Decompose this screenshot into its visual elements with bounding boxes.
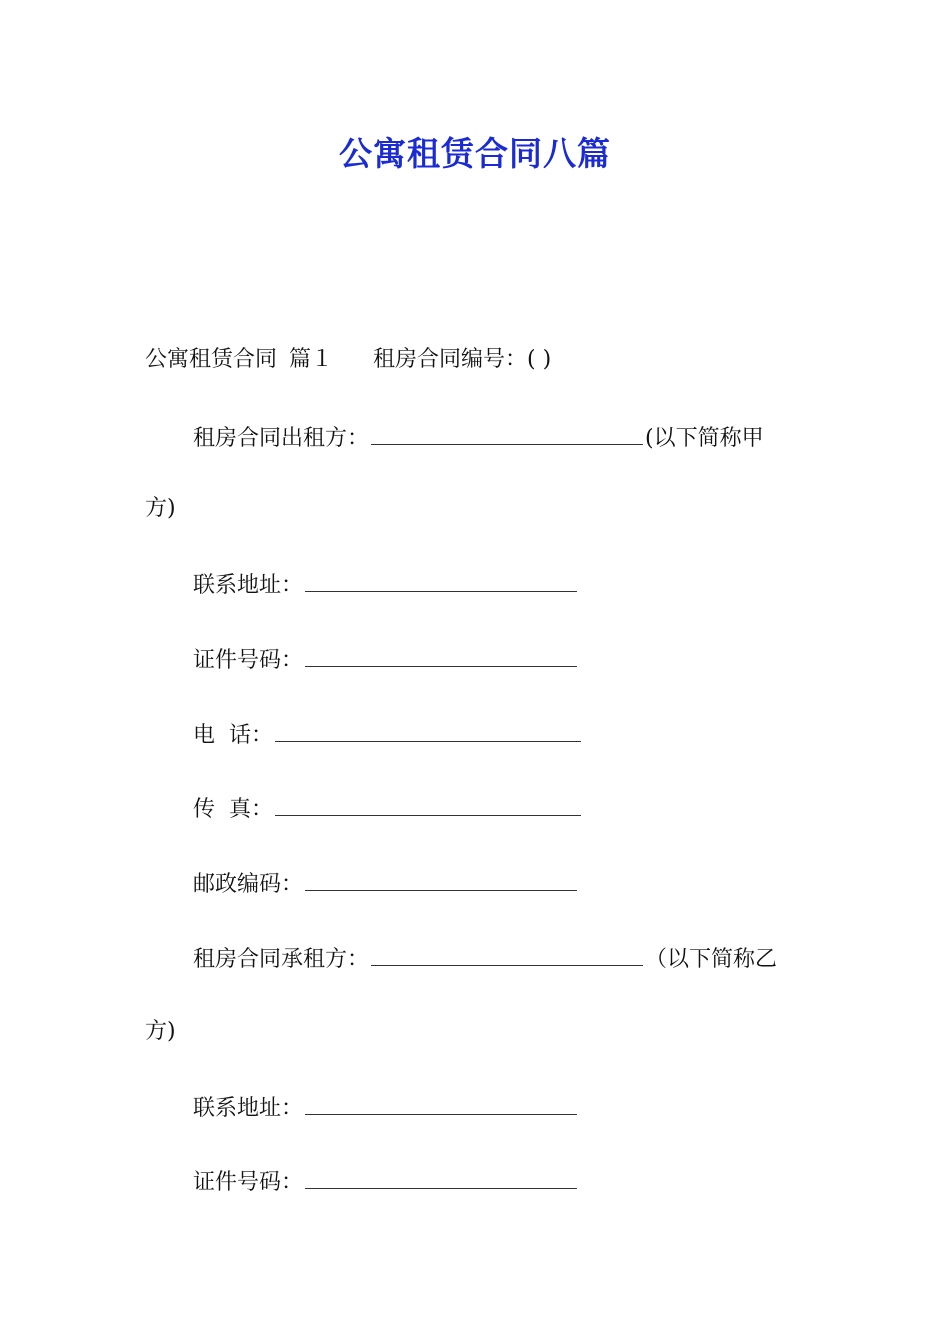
- lessee-blank[interactable]: [371, 943, 643, 966]
- field-label: 证件号码：: [193, 648, 304, 673]
- lessee-suffix: （以下简称乙: [645, 947, 778, 972]
- document-title: 公寓租赁合同八篇: [339, 134, 611, 173]
- heading-contract-name: 公寓租赁合同: [145, 347, 278, 372]
- lessee-continuation-line: [145, 1017, 176, 1047]
- lessor-postcode-line: [193, 868, 579, 900]
- field-label: 证件号码：: [193, 1170, 304, 1195]
- lessee-address-line: [193, 1092, 579, 1124]
- field-label: 联系地址：: [193, 573, 304, 598]
- lessee-id-line: [193, 1166, 579, 1198]
- lessee-address-blank[interactable]: [305, 1092, 577, 1115]
- heading-section-number: 篇１: [289, 347, 334, 372]
- lessor-fax-blank[interactable]: [275, 793, 581, 816]
- field-label: 传 真：: [193, 797, 273, 822]
- lessor-phone-blank[interactable]: [275, 719, 581, 742]
- lessor-fax-line: [193, 793, 583, 825]
- lessee-continuation: 方): [145, 1019, 176, 1044]
- lessee-label: 租房合同承租方：: [193, 947, 370, 972]
- field-label: 电 话：: [193, 723, 273, 748]
- lessor-address-line: [193, 569, 579, 601]
- lessor-blank[interactable]: [371, 422, 643, 445]
- lessor-phone-line: [193, 719, 583, 751]
- lessor-address-blank[interactable]: [305, 569, 577, 592]
- lessee-id-blank[interactable]: [305, 1166, 577, 1189]
- lessor-continuation-line: [145, 494, 176, 524]
- field-label: 联系地址：: [193, 1096, 304, 1121]
- lessor-postcode-blank[interactable]: [305, 868, 577, 891]
- contract-heading: [145, 345, 551, 375]
- lessor-suffix: (以下简称甲: [645, 426, 764, 451]
- lessor-id-line: [193, 644, 579, 676]
- lessor-line: [193, 422, 764, 454]
- lessor-label: 租房合同出租方：: [193, 426, 370, 451]
- lessor-continuation: 方): [145, 496, 176, 521]
- heading-contract-number: 租房合同编号：( ): [373, 347, 552, 372]
- lessor-id-blank[interactable]: [305, 644, 577, 667]
- lessee-line: [193, 943, 777, 975]
- field-label: 邮政编码：: [193, 872, 304, 897]
